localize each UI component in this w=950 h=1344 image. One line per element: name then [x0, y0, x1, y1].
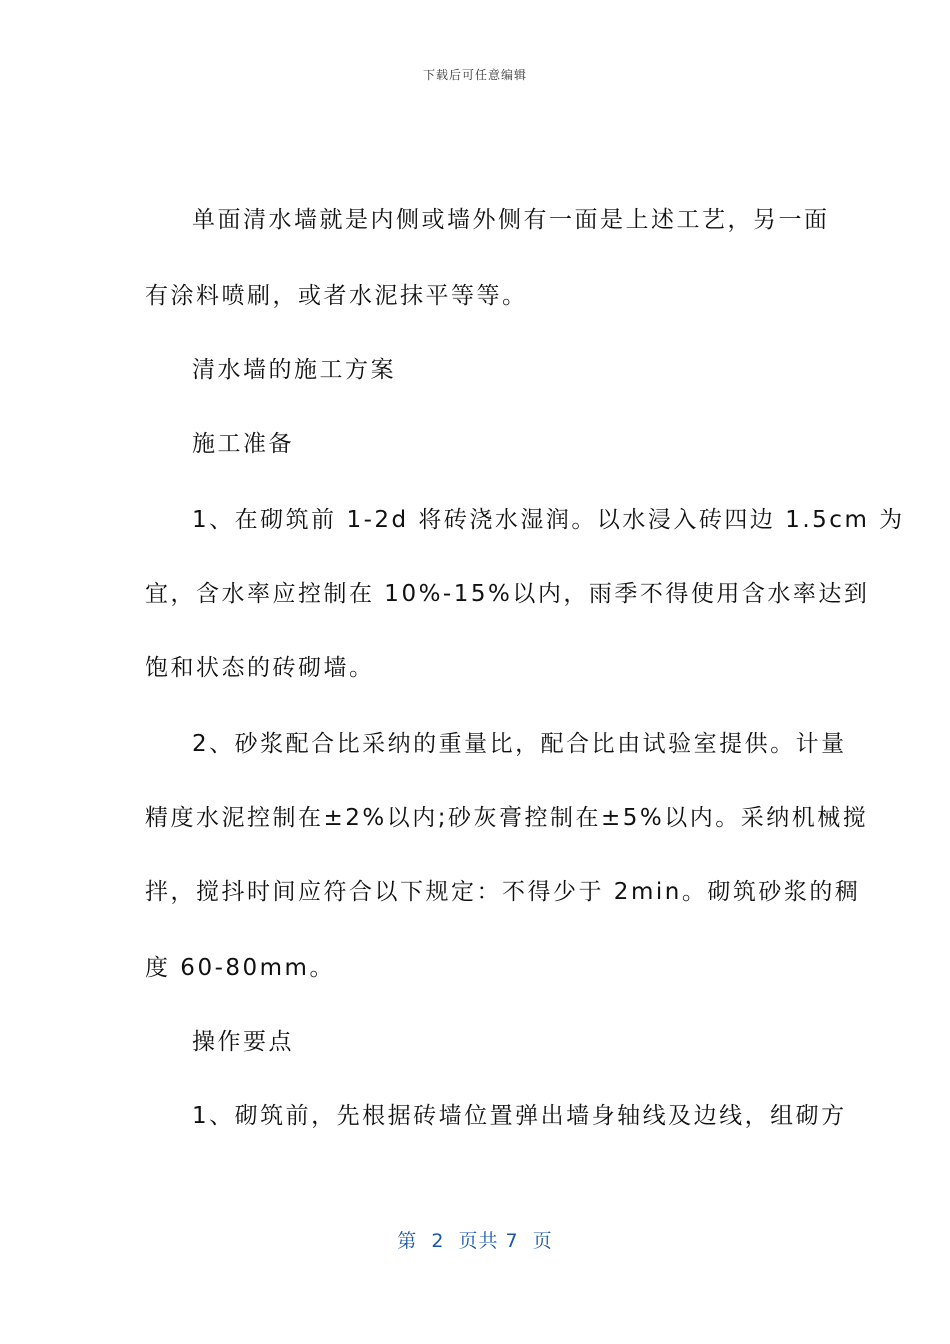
paragraph-line: 饱和状态的砖砌墙。 — [145, 655, 375, 681]
paragraph-line: 单面清水墙就是内侧或墙外侧有一面是上述工艺，另一面 — [192, 207, 830, 233]
section-heading: 操作要点 — [192, 1029, 294, 1055]
section-heading: 施工准备 — [192, 431, 294, 457]
paragraph-line: 1、砌筑前，先根据砖墙位置弹出墙身轴线及边线，组砌方 — [192, 1103, 847, 1129]
paragraph-line: 精度水泥控制在±2%以内;砂灰膏控制在±5%以内。采纳机械搅 — [145, 805, 869, 831]
page-number: 第 2 页共 7 页 — [397, 1230, 553, 1252]
paragraph-line: 拌，搅抖时间应符合以下规定：不得少于 2min。砌筑砂浆的稠 — [145, 879, 861, 905]
paragraph-line: 2、砂浆配合比采纳的重量比，配合比由试验室提供。计量 — [192, 731, 847, 757]
paragraph-line: 宜，含水率应控制在 10%-15%以内，雨季不得使用含水率达到 — [145, 581, 870, 607]
page-header: 下载后可任意编辑 — [422, 68, 527, 82]
paragraph-line: 1、在砌筑前 1-2d 将砖浇水湿润。以水浸入砖四边 1.5cm 为 — [192, 507, 905, 533]
paragraph-line: 度 60-80mm。 — [145, 955, 335, 981]
paragraph-line: 有涂料喷刷，或者水泥抹平等等。 — [145, 283, 528, 309]
section-heading: 清水墙的施工方案 — [192, 357, 396, 383]
